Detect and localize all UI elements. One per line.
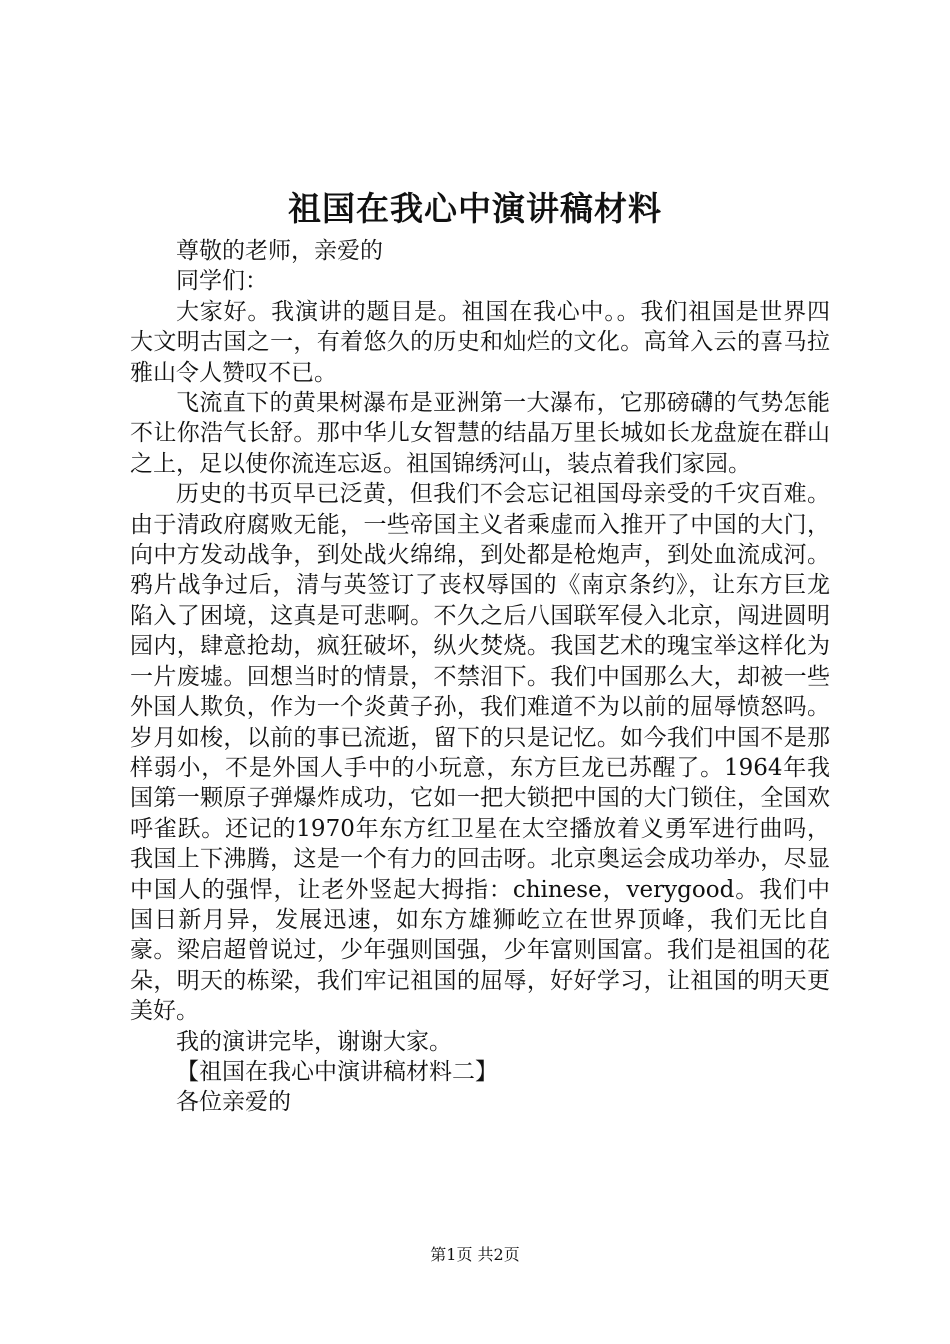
paragraph: 我的演讲完毕，谢谢大家。 — [176, 1028, 452, 1055]
paragraph: 各位亲爱的 — [176, 1089, 291, 1116]
paragraph: 同学们： — [176, 268, 268, 295]
document-title: 祖国在我心中演讲稿材料 — [288, 189, 662, 228]
paragraph: 大家好。我演讲的题目是。祖国在我心中。。我们祖国是世界四大文明古国之一，有着悠久的历史和灿烂的文化。高耸入云的喜马拉雅山令人赞叹不已。 — [130, 298, 830, 386]
document-body — [130, 236, 830, 1118]
page-footer: 第1页 共2页 — [430, 1245, 520, 1264]
paragraph: 尊敬的老师，亲爱的 — [176, 238, 383, 264]
paragraph: 【祖国在我心中演讲稿材料二】 — [176, 1058, 498, 1085]
paragraph: 历史的书页早已泛黄，但我们不会忘记祖国母亲受的千灾百难。由于清政府腐败无能，一些帝国主义者乘虚而入推开了中国的大门，向中方发动战争，到处战火绵绵，到处都是枪炮声，到处血流成河。鸦片战争过后，清与英签订了丧权辱国的《南京条约》，让东方巨龙陷入了困境，这真是可悲啊。不久之后八国联军侵入北京，闯进圆明园内，肆意抢劫，疯狂破坏，纵火焚烧。我国艺术的瑰宝举这样化为一片废墟。回想当时的情景，不禁泪下。我们中国那么大，却被一些外国人欺负，作为一个炎黄子孙，我们难道不为以前的屈辱愤怒吗。岁月如梭，以前的事已流逝，留下的只是记忆。如今我们中国不是那样弱小，不是外国人手中的小玩意，东方巨龙已苏醒了。1964年我国第一颗原子弹爆炸成功，它如一把大锁把中国的大门锁住，全国欢呼雀跃。还记的1970年东方红卫星在太空播放着义勇军进行曲吗，我国上下沸腾，这是一个有力的回击呀。北京奥运会成功举办，尽显中国人的强悍，让老外竖起大拇指：chinese，verygood。我们中国日新月异，发展迅速，如东方雄狮屹立在世界顶峰，我们无比自豪。梁启超曾说过，少年强则国强，少年富则国富。我们是祖国的花朵，明天的栋梁，我们牢记祖国的屈辱，好好学习，让祖国的明天更美好。 — [130, 481, 830, 1025]
paragraph: 飞流直下的黄果树瀑布是亚洲第一大瀑布，它那磅礴的气势怎能不让你浩气长舒。那中华儿女智慧的结晶万里长城如长龙盘旋在群山之上，足以使你流连忘返。祖国锦绣河山，装点着我们家园。 — [130, 390, 830, 477]
